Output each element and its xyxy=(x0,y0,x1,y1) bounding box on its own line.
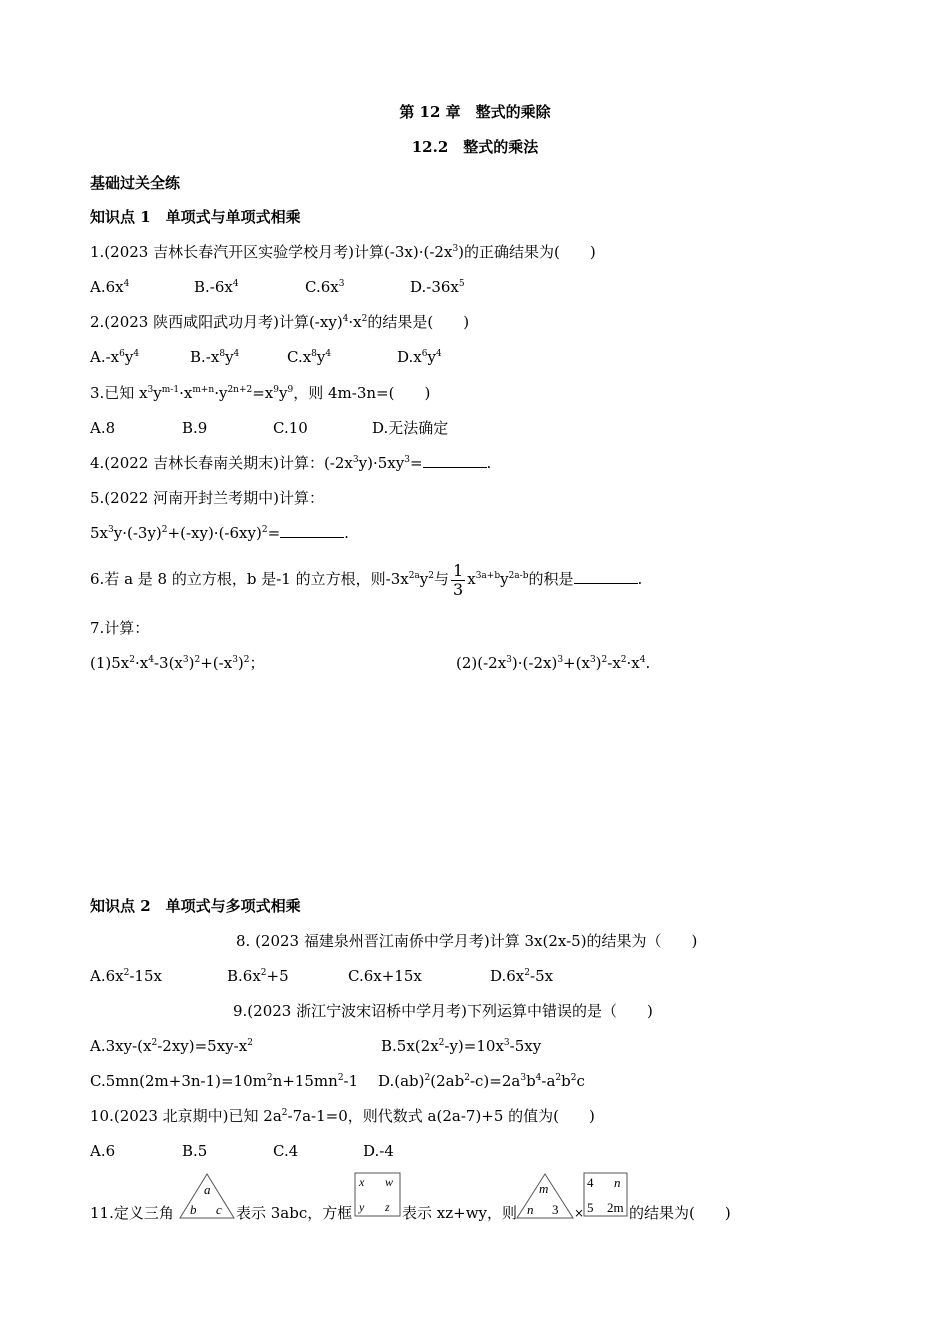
q1-stem: 1.(2023 吉林长春汽开区实验学校月考)计算$(-3x)\cdot(-2x^3)$的正确结果为( ) xyxy=(90,243,596,261)
practice-heading: 基础过关全练 xyxy=(90,174,181,192)
q11-text-5: 的结果为( ) xyxy=(629,1204,731,1222)
q10-option-b[interactable]: B.5 xyxy=(182,1142,208,1160)
q3-option-c[interactable]: C.10 xyxy=(273,419,308,437)
q8-option-a[interactable]: $A.6x^2-15x$ xyxy=(90,967,162,985)
triangle-left-label: n xyxy=(527,1202,534,1217)
q9-option-d[interactable]: $D.(ab)^2(2ab^2-c)=2a^3b^4-a^2b^2c$ xyxy=(378,1072,585,1090)
q3-option-b[interactable]: B.9 xyxy=(182,419,208,437)
q6-answer-blank[interactable] xyxy=(574,569,638,584)
multiply-sign: × xyxy=(574,1206,585,1220)
chapter-title: 第 12 章 整式的乘除 xyxy=(399,103,551,121)
box-4n52m-figure xyxy=(583,1172,629,1218)
triangle-abc-figure xyxy=(178,1172,236,1220)
q7-title: 7.计算： xyxy=(90,619,150,637)
q9-option-b[interactable]: $B.5x(2x^2-y)=10x^3-5xy$ xyxy=(381,1037,542,1055)
kp2-title: 知识点 2 单项式与多项式相乘 xyxy=(90,897,301,915)
box-bottom-left-label: 5 xyxy=(587,1200,594,1215)
triangle-top-label: m xyxy=(539,1181,549,1196)
q1-option-c[interactable]: $C.6x^3$ xyxy=(305,278,345,296)
q10-option-a[interactable]: A.6 xyxy=(90,1142,116,1160)
box-xwyz-figure xyxy=(354,1172,402,1218)
q2-option-b[interactable]: $B.-x^8y^4$ xyxy=(190,348,240,366)
q2-option-c[interactable]: $C.x^8y^4$ xyxy=(287,348,332,366)
q3-stem: 3.已知 $x^3y^{m-1}\cdot x^{m+n}\cdot y^{2n+2}=x^9y^9$，则 4m-3n=( ) xyxy=(90,384,431,402)
q9-option-c[interactable]: $C.5mn(2m+3n-1)=10m^2n+15mn^2-1$ xyxy=(90,1072,359,1090)
q10-stem: 10.(2023 北京期中)已知 $2a^2-7a-1=0$，则代数式 a(2a-7)+5 的值为( ) xyxy=(90,1107,595,1125)
q11-text-2: 表示 3abc，方框 xyxy=(236,1204,353,1222)
q3-option-a[interactable]: A.8 xyxy=(90,419,116,437)
q1-option-a[interactable]: $A.6x^4$ xyxy=(90,278,130,296)
section-title: 12.2 整式的乘法 xyxy=(411,138,539,156)
one-third-fraction: $\frac{1}{3}$ xyxy=(453,560,464,599)
q10-option-c[interactable]: C.4 xyxy=(273,1142,299,1160)
q11-text-1: 11.定义三角 xyxy=(90,1204,174,1222)
box-top-left-label: 4 xyxy=(587,1175,594,1190)
box-top-right-label: w xyxy=(385,1175,394,1189)
q2-option-a[interactable]: $A.-x^6y^4$ xyxy=(90,348,140,366)
q1-option-b[interactable]: $B.-6x^4$ xyxy=(194,278,239,296)
triangle-top-label: a xyxy=(204,1182,211,1197)
q8-stem: 8. (2023 福建泉州晋江南侨中学月考)计算 3x(2x-5)的结果为（ ) xyxy=(236,932,698,950)
kp1-title: 知识点 1 单项式与单项式相乘 xyxy=(90,208,301,226)
triangle-mn3-figure xyxy=(515,1172,575,1220)
q11-text-3: 表示 xz+wy，则 xyxy=(402,1204,518,1222)
q6-stem: 6.若 a 是 8 的立方根，b 是-1 的立方根，则$-3x^{2a}y^2$与 $\frac{1}{3}$ $x^{3a+b}y^{2a-b}$的积是 . xyxy=(90,560,643,599)
q3-option-d[interactable]: D.无法确定 xyxy=(372,419,449,437)
q7-part2: $(2)(-2x^3)\cdot(-2x)^3+(x^3)^2-x^2\cdot x^4$. xyxy=(456,654,651,672)
q10-option-d[interactable]: D.-4 xyxy=(363,1142,394,1160)
box-bottom-right-label: z xyxy=(385,1200,390,1214)
q5-expression: $5x^3y\cdot(-3y)^2+(-xy)\cdot(-6xy)^2=$ . xyxy=(90,524,349,542)
q5-stem: 5.(2022 河南开封兰考期中)计算： xyxy=(90,489,324,507)
q4-answer-blank[interactable] xyxy=(423,453,487,468)
box-bottom-right-label: 2m xyxy=(607,1200,624,1215)
box-top-right-label: n xyxy=(614,1175,621,1190)
q1-option-d[interactable]: $D.-36x^5$ xyxy=(410,278,465,296)
triangle-right-label: c xyxy=(216,1202,222,1217)
q2-option-d[interactable]: $D.x^6y^4$ xyxy=(397,348,442,366)
q9-stem: 9.(2023 浙江宁波宋诏桥中学月考)下列运算中错误的是（ ) xyxy=(233,1002,653,1020)
q2-stem: 2.(2023 陕西咸阳武功月考)计算$(-xy)^4\cdot x^2$的结果是( ) xyxy=(90,313,470,331)
q4-stem: 4.(2022 吉林长春南关期末)计算：$(-2x^3y)\cdot 5xy^3=$ . xyxy=(90,454,492,472)
q8-option-b[interactable]: $B.6x^2+5$ xyxy=(227,967,289,985)
q5-answer-blank[interactable] xyxy=(280,523,344,538)
q8-option-d[interactable]: $D.6x^2-5x$ xyxy=(490,967,554,985)
q7-part1: $(1)5x^2\cdot x^4-3(x^3)^2+(-x^3)^2$； xyxy=(90,654,265,672)
triangle-left-label: b xyxy=(190,1202,197,1217)
triangle-right-label: 3 xyxy=(552,1202,559,1217)
box-bottom-left-label: y xyxy=(359,1200,365,1214)
q9-option-a[interactable]: $A.3xy-(x^2-2xy)=5xy-x^2$ xyxy=(90,1037,253,1055)
q8-option-c[interactable]: C.6x+15x xyxy=(348,967,422,985)
box-top-left-label: x xyxy=(359,1175,365,1189)
